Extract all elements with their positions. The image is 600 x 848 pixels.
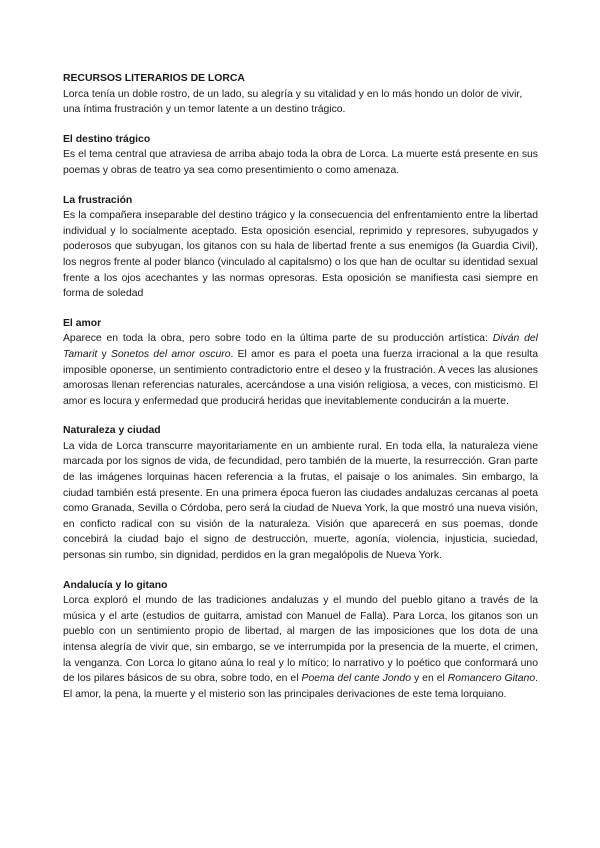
section-paragraph bbox=[63, 439, 538, 564]
document-page bbox=[63, 71, 538, 702]
italic-title-text: Romancero Gitano bbox=[447, 673, 536, 685]
section-heading: Andalucía y lo gitano bbox=[63, 579, 168, 591]
body-text: La vida de Lorca transcurre mayoritariamente en un ambiente rural. En toda ella, la naturaleza viene marcada por los signos de vida, de fecundidad, pero también de la muerte, la resurrección. Gran parte de las imágenes lorquinas hacen referencia a la frutas, el paisaje o los animales. Sin embargo, la ciudad también está presente. En una primera época fueron las ciudades andaluzas cercanas al poeta como Granada, Sevilla o Córdoba, pero será la ciudad de Nueva York, la que mostró una nueva visión, en conficto radical con su visión de la naturaleza. Visión que aparecerá en sus poemas, donde concebirá la ciudad bajo el signo de destrucción, muerte, agonía, violencia, injusticia, suciedad, personas sin rumbo, sin dignidad, perdidos en la gran megalópolis de Nueva York. bbox=[63, 440, 538, 562]
document-title: RECURSOS LITERARIOS DE LORCA bbox=[63, 73, 245, 84]
italic-title-text: Diván del Tamarit bbox=[63, 333, 538, 360]
body-text: . El amor es para el poeta una fuerza irracional a la que resulta imposible oponerse, un sentimiento contradictorio entre el deseo y la frustración. A veces las alusiones amorosas llenan referencias naturales, acercándose a una visión religiosa, a veces, con misticismo. El amor es locura y enfermedad que producirá heridas que inevitablemente conducirán a la muerte. bbox=[63, 348, 538, 407]
section-andalucia-gitano bbox=[63, 578, 538, 703]
section-paragraph bbox=[63, 331, 538, 409]
body-text: Aparece en toda la obra, pero sobre todo en la última parte de su producción artística: bbox=[63, 333, 493, 345]
section-amor bbox=[63, 316, 538, 410]
body-text: y en el bbox=[411, 673, 448, 685]
italic-title-text: Sonetos del amor oscuro bbox=[110, 348, 231, 360]
italic-title-text: Poema del cante Jondo bbox=[301, 673, 411, 685]
intro-paragraph: Lorca tenía un doble rostro, de un lado, su alegría y su vitalidad y en lo más hondo un dolor de vivir, una íntima frustración y un temor latente a un destino trágico. bbox=[63, 88, 523, 116]
section-heading: La frustración bbox=[63, 194, 133, 206]
body-text: Es la compañera inseparable del destino trágico y la consecuencia del enfrentamiento entre la libertad individual y lo socialmente aceptado. Esta oposición esencial, reprimido y represores, subyugados y poderosos que subyugan, los gitanos con su hala de libertad frente a sus enemigos (la Guardia Civil), los negros frente al poder blanco (vinculado al capitalsmo) o los que han de ocultar su identidad sexual frente a los ojos acechantes y las normas opresoras. Esta oposición se manifiesta casi siempre en forma de soledad bbox=[63, 210, 538, 300]
body-text: Lorca exploró el mundo de las tradiciones andaluzas y el mundo del pueblo gitano a través de la música y el arte (estudios de guitarra, amistad con Manuel de Falla). Para Lorca, los gitanos son un pueblo con un sentimiento propio de libertad, al margen de las imposiciones que los dota de una intensa alegría de vivir que, sin embargo, se ve interrumpida por la presencia de la muerte, el crimen, la venganza. Con Lorca lo gitano aúna lo real y lo mítico; lo narrativo y lo poético que conformará uno de los pilares básicos de su obra, sobre todo, en el bbox=[63, 595, 538, 685]
section-heading: El amor bbox=[63, 317, 102, 329]
body-text: . El amor, la pena, la muerte y el misterio son las principales derivaciones de este tema lorquiano. bbox=[63, 673, 538, 700]
section-heading: Naturaleza y ciudad bbox=[63, 425, 161, 437]
body-text: Es el tema central que atraviesa de arriba abajo toda la obra de Lorca. La muerte está presente en sus poemas y obras de teatro ya sea como presentimiento o como amenaza. bbox=[63, 149, 538, 176]
section-naturaleza-ciudad bbox=[63, 423, 538, 563]
section-heading: El destino trágico bbox=[63, 133, 151, 145]
body-text: y bbox=[97, 348, 111, 360]
section-paragraph bbox=[63, 208, 538, 302]
section-paragraph bbox=[63, 593, 538, 702]
section-destino-tragico bbox=[63, 132, 538, 179]
section-frustracion bbox=[63, 193, 538, 302]
section-paragraph bbox=[63, 147, 538, 178]
